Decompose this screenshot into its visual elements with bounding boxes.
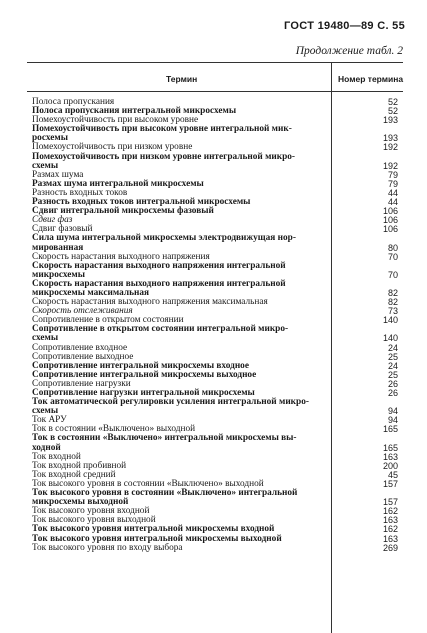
term-number: 163	[382, 533, 398, 544]
term-text: Ток высокого уровня в состоянии «Выключено» выходной	[32, 478, 264, 489]
term-text: Сопротивление выходное	[32, 351, 134, 362]
term-text: Ток высокого уровня по входу выбора	[32, 542, 183, 553]
term-number: 44	[387, 187, 398, 198]
term-number: 79	[387, 178, 398, 189]
term-number: 24	[387, 360, 398, 371]
term-number: 157	[382, 497, 398, 508]
term-number: 73	[387, 306, 398, 317]
term-text: Сила шума интегральной микросхемы электродвижущая нор-	[32, 233, 296, 244]
term-number: 106	[382, 224, 398, 235]
term-number: 269	[382, 542, 398, 553]
term-text: микросхемы выходной	[32, 497, 129, 508]
table-row	[32, 125, 404, 134]
term-text: Ток входной средний	[32, 469, 116, 480]
term-text: мированная	[32, 242, 84, 253]
term-text: микросхемы максимальная	[32, 287, 150, 298]
term-number: 70	[387, 269, 398, 280]
term-number: 140	[382, 315, 398, 326]
term-number: 26	[387, 378, 398, 389]
term-index-table	[32, 98, 404, 553]
term-number: 140	[382, 333, 398, 344]
term-number: 94	[387, 406, 398, 417]
table-row	[32, 153, 404, 162]
header-bottom-rule	[27, 91, 403, 92]
term-number: 163	[382, 451, 398, 462]
term-number: 106	[382, 206, 398, 217]
term-text: Разность входных токов интегральной микросхемы	[32, 197, 251, 208]
term-text: Сопротивление нагрузки интегральной микросхемы	[32, 388, 255, 398]
term-number: 79	[387, 169, 398, 180]
term-number: 192	[382, 160, 398, 171]
term-text: Скорость нарастания выходного напряжения	[32, 251, 210, 262]
table-row	[32, 262, 404, 271]
term-text: Размах шума	[32, 169, 84, 180]
term-text: росхемы	[32, 133, 68, 144]
term-text: схемы	[32, 406, 59, 417]
term-text: схемы	[32, 160, 59, 171]
term-text: Разность входных токов	[32, 187, 128, 198]
term-text: Сопротивление интегральной микросхемы входное	[32, 360, 249, 371]
table-row	[32, 544, 404, 553]
term-number: 24	[387, 342, 398, 353]
term-text: Ток высокого уровня выходной	[32, 515, 156, 526]
term-number: 165	[382, 442, 398, 453]
term-text: Сдвиг фаз	[32, 215, 73, 226]
term-number: 192	[382, 142, 398, 153]
term-text: Ток в состоянии «Выключено» интегральной микросхемы вы-	[32, 433, 297, 444]
term-text: Сопротивление интегральной микросхемы выходное	[32, 369, 257, 380]
term-number: 193	[382, 133, 398, 144]
table-row	[32, 434, 404, 443]
term-text: схемы	[32, 333, 59, 344]
table-row	[32, 398, 404, 407]
term-text: Ток входной	[32, 451, 81, 462]
term-text: Помехоустойчивость при высоком уровне интегральной мик-	[32, 124, 292, 135]
term-text: Полоса пропускания	[32, 97, 115, 107]
term-text: Помехоустойчивость при высоком уровне	[32, 115, 199, 126]
term-number: 106	[382, 215, 398, 226]
term-number: 25	[387, 351, 398, 362]
term-number: 25	[387, 369, 398, 380]
term-text: Скорость нарастания выходного напряжения максимальная	[32, 297, 268, 308]
table-row	[32, 407, 404, 416]
term-number: 200	[382, 460, 398, 471]
term-text: Скорость отслеживания	[32, 306, 133, 317]
term-text: Ток высокого уровня интегральной микросхемы входной	[32, 524, 275, 535]
term-text: Помехоустойчивость при низком уровне интегральной микро-	[32, 151, 296, 162]
term-text: Сопротивление входное	[32, 342, 128, 353]
term-text: Сдвиг интегральной микросхемы фазовый	[32, 206, 214, 217]
term-number: 52	[387, 106, 398, 117]
term-text: Ток высокого уровня интегральной микросхемы выходной	[32, 533, 282, 544]
term-text: Сопротивление в открытом состоянии интегральной микро-	[32, 324, 289, 335]
term-number: 45	[387, 469, 398, 480]
term-number: 80	[387, 242, 398, 253]
table-row	[32, 444, 404, 453]
term-text: Ток входной пробивной	[32, 460, 127, 471]
term-number: 82	[387, 287, 398, 298]
term-text: Сопротивление в открытом состоянии	[32, 315, 184, 326]
term-number: 193	[382, 115, 398, 126]
term-text: Полоса пропускания интегральной микросхемы	[32, 106, 237, 117]
term-number: 94	[387, 415, 398, 426]
table-row	[32, 325, 404, 334]
term-text: Ток АРУ	[32, 415, 67, 426]
term-text: Скорость нарастания выходного напряжения интегральной	[32, 278, 286, 289]
term-text: Скорость нарастания выходного напряжения интегральной	[32, 260, 286, 271]
term-number: 165	[382, 424, 398, 435]
term-text: Ток автоматической регулировки усиления интегральной микро-	[32, 397, 309, 408]
term-number: 44	[387, 197, 398, 208]
term-number: 163	[382, 515, 398, 526]
table-row	[32, 207, 404, 216]
table-top-rule	[27, 62, 403, 63]
term-text: Ток высокого уровня входной	[32, 506, 150, 517]
column-header-term: Термин	[166, 74, 198, 84]
term-text: ходной	[32, 442, 61, 453]
term-number: 157	[382, 478, 398, 489]
term-text: Помехоустойчивость при низком уровне	[32, 142, 193, 153]
term-number: 52	[387, 97, 398, 107]
term-number: 70	[387, 251, 398, 262]
table-row	[32, 234, 404, 243]
term-text: Ток высокого уровня в состоянии «Выключено» интегральной	[32, 488, 298, 499]
table-continuation-caption: Продолжение табл. 2	[295, 45, 403, 57]
page-header: ГОСТ 19480—89 С. 55	[284, 20, 405, 32]
term-number: 162	[382, 524, 398, 535]
term-number: 82	[387, 297, 398, 308]
table-row	[32, 162, 404, 171]
term-text: Сдвиг фазовый	[32, 224, 93, 235]
term-text: Размах шума интегральной микросхемы	[32, 178, 204, 189]
term-number: 162	[382, 506, 398, 517]
term-text: Сопротивление нагрузки	[32, 378, 131, 389]
term-number: 26	[387, 388, 398, 398]
term-text: Ток в состоянии «Выключено» выходной	[32, 424, 196, 435]
column-header-number: Номер термина	[338, 74, 404, 84]
term-text: микросхемы	[32, 269, 86, 280]
